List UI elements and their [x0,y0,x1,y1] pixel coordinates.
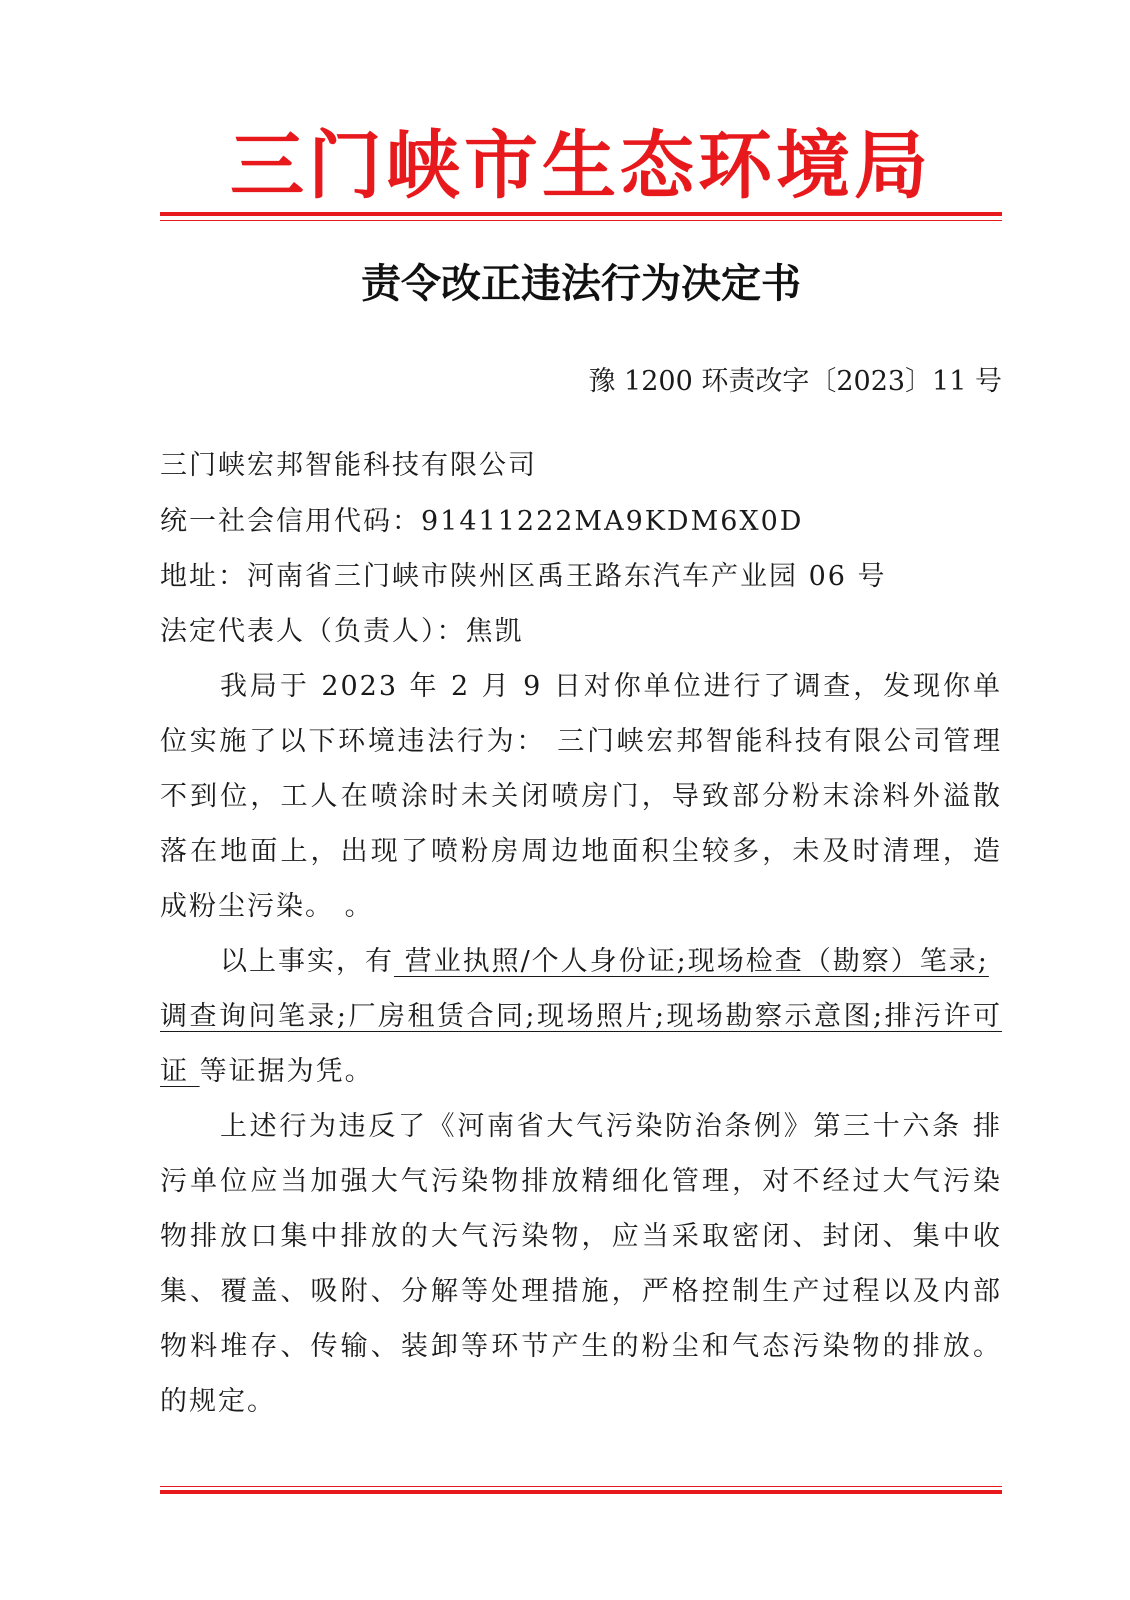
credit-code: 统一社会信用代码：91411222MA9KDM6X0D [160,506,804,537]
para3-line: 物料堆存、传输、装卸等环节产生的粉尘和气态污染物的排放。 [160,1331,1002,1362]
agency-title: 三门峡市生态环境局 [230,123,932,209]
header-rule-thick [160,212,1002,216]
para3-line: 的规定。 [160,1386,276,1417]
company-name: 三门峡宏邦智能科技有限公司 [160,450,537,481]
evidence-list: 调查询问笔录;厂房租赁合同;现场照片;现场勘察示意图;排污许可 [160,1001,1002,1032]
para1-line: 成粉尘污染。 。 [160,891,374,922]
evidence-suffix: 等证据为凭。 [199,1056,374,1087]
footer-rule-thick [160,1490,1002,1494]
para1-line: 我局于 2023 年 2 月 9 日对你单位进行了调查，发现你单 [220,671,1002,702]
header-rule-thin [160,220,1002,221]
footer-rule-thin [160,1486,1002,1487]
evidence-line-3 [160,1052,1002,1092]
para1-line: 位实施了以下环境违法行为： 三门峡宏邦智能科技有限公司管理 [160,726,1002,757]
para3-line: 物排放口集中排放的大气污染物，应当采取密闭、封闭、集中收 [160,1221,1002,1252]
evidence-line-1 [160,942,1002,982]
para3-line: 集、覆盖、吸附、分解等处理措施，严格控制生产过程以及内部 [160,1276,1002,1307]
document-title: 责令改正违法行为决定书 [361,260,801,307]
evidence-prefix: 以上事实，有 [220,946,394,977]
document-number: 豫 1200 环责改字〔2023〕11 号 [588,366,1002,397]
para1-line: 落在地面上，出现了喷粉房周边地面积尘较多，未及时清理，造 [160,836,1002,867]
para3-line: 上述行为违反了《河南省大气污染防治条例》第三十六条 排 [220,1111,1002,1142]
evidence-list: 证 [160,1056,200,1087]
para1-line: 不到位，工人在喷涂时未关闭喷房门，导致部分粉末涂料外溢散 [160,781,1002,812]
evidence-list: 营业执照/个人身份证;现场检查（勘察）笔录; [394,946,989,977]
para3-line: 污单位应当加强大气污染物排放精细化管理，对不经过大气污染 [160,1166,1002,1197]
evidence-line-2 [160,997,1002,1037]
address: 地址：河南省三门峡市陕州区禹王路东汽车产业园 06 号 [160,561,887,592]
legal-representative: 法定代表人（负责人）：焦凯 [160,616,524,647]
